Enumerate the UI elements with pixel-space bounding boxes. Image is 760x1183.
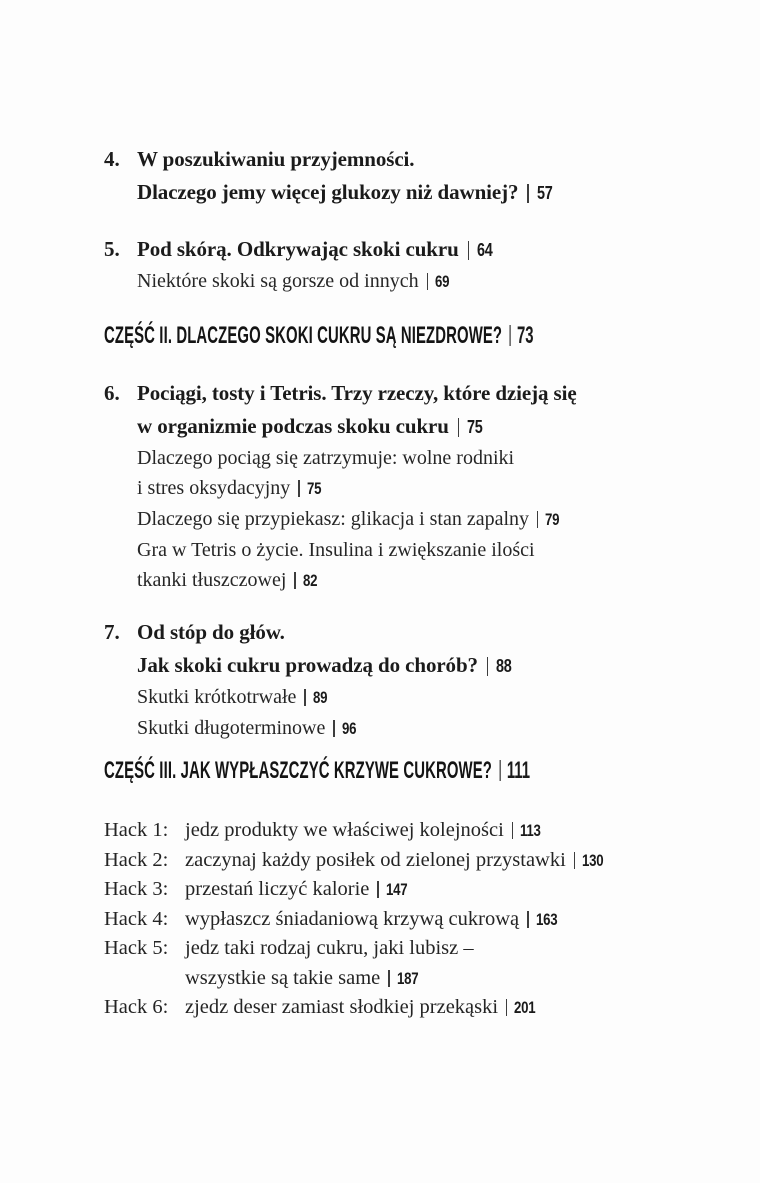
page-separator xyxy=(427,273,428,290)
page-separator xyxy=(468,241,469,260)
page-number: 163 xyxy=(535,909,557,929)
hack-body xyxy=(185,816,724,846)
hack-title-line xyxy=(185,964,724,994)
toc-subentry xyxy=(137,473,724,504)
subentry-text: i stres oksydacyjny xyxy=(137,477,291,499)
toc-subentry xyxy=(137,504,724,535)
title-text: Dlaczego jemy więcej glukozy niż dawniej? xyxy=(137,180,519,204)
page-separator xyxy=(388,970,389,987)
hack-label: Hack 4: xyxy=(104,907,169,930)
page-number: 111 xyxy=(506,757,531,784)
toc-subentry xyxy=(137,565,724,596)
toc-entry-hack-5 xyxy=(104,934,724,993)
page-separator xyxy=(512,822,513,839)
toc-entry-chapter-7 xyxy=(104,616,724,744)
toc-subentry xyxy=(137,266,724,297)
title-text: Pociągi, tosty i Tetris. Trzy rzeczy, które dzieją się xyxy=(137,381,577,405)
toc-part-header-2 xyxy=(104,323,724,349)
hack-title-line xyxy=(185,993,724,1023)
part-header-line xyxy=(104,323,534,349)
chapter-body xyxy=(137,616,724,744)
hack-body xyxy=(185,934,724,993)
hack-text: zaczynaj każdy posiłek od zielonej przystawki xyxy=(185,848,566,871)
hack-body xyxy=(185,993,724,1023)
page-number: 201 xyxy=(514,998,536,1017)
hack-text: jedz produkty we właściwej kolejności xyxy=(185,819,504,841)
hack-label: Hack 6: xyxy=(104,996,169,1018)
page-separator xyxy=(537,511,538,528)
hack-title-line xyxy=(185,934,724,964)
toc-entry-hack-6 xyxy=(104,993,724,1023)
toc-entry-hack-4 xyxy=(104,905,724,935)
part-header-text: CZĘŚĆ III. JAK WYPŁASZCZYĆ KRZYWE CUKROWE? xyxy=(104,757,492,784)
title-text: w organizmie podczas skoku cukru xyxy=(137,414,449,438)
part-header-line xyxy=(104,758,530,784)
chapter-body xyxy=(137,233,724,297)
hack-title-line xyxy=(185,846,724,876)
part-header-text: CZĘŚĆ II. DLACZEGO SKOKI CUKRU SĄ NIEZDROWE? xyxy=(104,322,503,349)
page-number: 75 xyxy=(467,416,483,437)
page-separator xyxy=(294,572,295,589)
chapter-body xyxy=(137,143,724,209)
title-text: Pod skórą. Odkrywając skoki cukru xyxy=(137,237,459,261)
chapter-title-line xyxy=(137,649,724,682)
chapter-title-line xyxy=(137,143,724,176)
page-separator xyxy=(458,418,459,437)
subentry-text: Dlaczego się przypiekasz: glikacja i stan zapalny xyxy=(137,508,530,530)
toc-entry-chapter-6 xyxy=(104,377,724,596)
subentry-text: Skutki długoterminowe xyxy=(137,717,326,739)
toc-subentry xyxy=(137,443,724,473)
hack-body xyxy=(185,846,724,876)
hack-title-line xyxy=(185,905,724,935)
page-separator xyxy=(304,689,305,706)
page-separator xyxy=(527,184,528,203)
hack-title-line xyxy=(185,816,724,846)
page-number: 96 xyxy=(341,719,357,738)
title-text: Od stóp do głów. xyxy=(137,620,285,644)
page-number: 69 xyxy=(435,272,450,291)
toc-entry-chapter-4 xyxy=(104,143,724,209)
hack-body xyxy=(185,905,724,935)
page-number: 88 xyxy=(496,655,512,676)
toc-entry-chapter-5 xyxy=(104,233,724,297)
hack-label: Hack 3: xyxy=(104,878,169,900)
title-text: Jak skoki cukru prowadzą do chorób? xyxy=(137,653,478,677)
chapter-body xyxy=(137,377,724,596)
chapter-title-line xyxy=(137,410,724,443)
hack-text: wszystkie są takie same xyxy=(185,966,381,989)
toc-content xyxy=(104,143,724,1023)
toc-entry-hack-1 xyxy=(104,816,724,846)
chapter-number: 4. xyxy=(104,147,120,171)
chapter-number: 5. xyxy=(104,237,120,261)
page-separator xyxy=(527,911,528,928)
page-number: 57 xyxy=(536,182,553,203)
page-separator xyxy=(499,760,500,781)
chapter-title-line xyxy=(137,233,724,266)
page-number: 187 xyxy=(396,968,419,988)
hack-text: zjedz deser zamiast słodkiej przekąski xyxy=(185,996,499,1018)
hack-title-line xyxy=(185,875,724,905)
page-separator xyxy=(333,720,334,737)
page-separator xyxy=(298,480,299,497)
hack-body xyxy=(185,875,724,905)
page-number: 113 xyxy=(520,821,541,840)
hack-text: przestań liczyć kalorie xyxy=(185,878,370,900)
chapter-number: 7. xyxy=(104,620,120,644)
toc-part-header-3 xyxy=(104,758,724,784)
page-separator xyxy=(510,325,511,346)
page-number: 82 xyxy=(302,571,318,590)
hack-label: Hack 2: xyxy=(104,848,169,871)
page-separator xyxy=(574,852,575,869)
subentry-text: Niektóre skoki są gorsze od innych xyxy=(137,270,419,292)
toc-entry-hack-3 xyxy=(104,875,724,905)
page-number: 130 xyxy=(582,850,604,870)
page-number: 73 xyxy=(517,322,534,349)
hack-text: jedz taki rodzaj cukru, jaki lubisz – xyxy=(185,937,474,959)
toc-subentry xyxy=(137,713,724,744)
page-number: 79 xyxy=(545,510,560,529)
page-separator xyxy=(487,657,488,676)
chapter-title-line xyxy=(137,616,724,649)
toc-subentry xyxy=(137,535,724,565)
subentry-text: Skutki krótkotrwałe xyxy=(137,686,297,708)
page-number: 75 xyxy=(306,479,321,498)
page-separator xyxy=(377,881,378,898)
hack-label: Hack 5: xyxy=(104,937,169,959)
toc-subentry xyxy=(137,682,724,713)
hack-label: Hack 1: xyxy=(104,819,169,841)
toc-entry-hack-2 xyxy=(104,846,724,876)
chapter-title-line xyxy=(137,377,724,410)
page-number: 64 xyxy=(477,239,493,260)
chapter-number: 6. xyxy=(104,381,120,405)
subentry-text: tkanki tłuszczowej xyxy=(137,569,287,591)
page-number: 89 xyxy=(312,688,328,707)
subentry-text: Gra w Tetris o życie. Insulina i zwiększanie ilości xyxy=(137,539,535,561)
hack-text: wypłaszcz śniadaniową krzywą cukrową xyxy=(185,907,520,930)
page-separator xyxy=(506,999,507,1016)
page-number: 147 xyxy=(385,880,408,899)
title-text: W poszukiwaniu przyjemności. xyxy=(137,147,415,171)
chapter-title-line xyxy=(137,176,724,209)
subentry-text: Dlaczego pociąg się zatrzymuje: wolne rodniki xyxy=(137,447,515,469)
